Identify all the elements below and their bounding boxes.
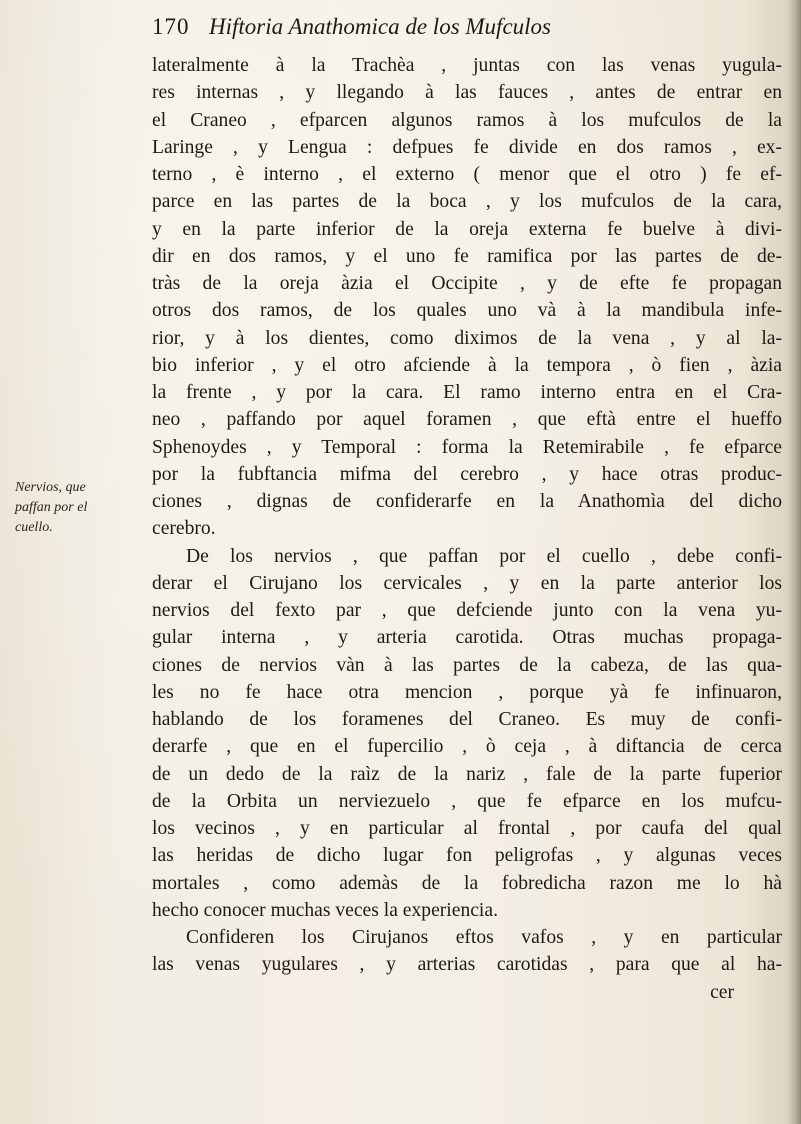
text-line: lateralmente à la Trachèa , juntas con las venas yugula- [152, 55, 782, 76]
text-line: terno , è interno , el externo ( menor que el otro ) fe ef- [152, 164, 782, 185]
text-line: tràs de la oreja àzia el Occipite , y de efte fe propagan [152, 273, 782, 294]
text-line: cerebro. [152, 518, 216, 540]
text-line: y en la parte inferior de la oreja externa fe buelve à divi- [152, 218, 782, 240]
page-number: 170 [152, 14, 190, 39]
text-line: De los nervios , que paffan por el cuello , debe confi- [186, 545, 782, 567]
text-line: los vecinos , y en particular al frontal , por caufa del qual [152, 818, 782, 839]
text-line: de la Orbita un nerviezuelo , que fe efparce en los mufcu- [152, 790, 782, 812]
text-line: Laringe , y Lengua : defpues fe divide en dos ramos , ex- [152, 136, 782, 158]
text-line: hablando de los foramenes del Craneo. Es muy de confi- [152, 709, 782, 730]
catchword: cer [710, 981, 734, 1003]
text-line: por la fubftancia mifma del cerebro , y hace otras produc- [152, 463, 782, 485]
body-text [152, 52, 782, 1006]
text-line: de un dedo de la raìz de la nariz , fale de la parte fuperior [152, 763, 782, 785]
text-line: parce en las partes de la boca , y los mufculos de la cara, [152, 191, 782, 213]
text-line: otros dos ramos, de los quales uno và à la mandibula infe- [152, 300, 782, 322]
text-line: derar el Cirujano los cervicales , y en la parte anterior los [152, 572, 782, 594]
text-line: Confideren los Cirujanos eftos vafos , y en particular [186, 927, 782, 948]
text-line: Sphenoydes , y Temporal : forma la Retemirabile , fe efparce [152, 436, 782, 458]
marginal-note-line: cuello. [15, 520, 53, 535]
text-line: hecho conocer muchas veces la experiencia. [152, 899, 498, 921]
page-edge-shadow [787, 0, 801, 1124]
running-title: Hiftoria Anathomica de los Mufculos [209, 14, 552, 39]
text-line: res internas , y llegando à las fauces , antes de entrar en [152, 82, 782, 104]
text-line: ciones , dignas de confiderarfe en la Anathomìa del dicho [152, 491, 782, 512]
page-header [152, 14, 772, 48]
text-line: ciones de nervios vàn à las partes de la cabeza, de las qua- [152, 654, 782, 676]
text-line: neo , paffando por aquel foramen , que eftà entre el hueffo [152, 409, 782, 431]
text-line: dir en dos ramos, y el uno fe ramifica por las partes de de- [152, 245, 782, 267]
text-line: bio inferior , y el otro afciende à la tempora , ò fien , àzia [152, 354, 782, 376]
text-line: rior, y à los dientes, como diximos de la vena , y al la- [152, 327, 782, 349]
marginal-note-line: Nervios, que [15, 480, 86, 495]
text-line: les no fe hace otra mencion , porque yà fe infinuaron, [152, 681, 782, 703]
text-line: nervios del fexto par , que defciende junto con la vena yu- [152, 600, 782, 621]
text-line: gular interna , y arteria carotida. Otras muchas propaga- [152, 627, 782, 649]
text-line: el Craneo , efparcen algunos ramos à los mufculos de la [152, 109, 782, 131]
text-line: las venas yugulares , y arterias carotidas , para que al ha- [152, 954, 782, 976]
text-line: mortales , como ademàs de la fobredicha razon me lo hà [152, 872, 782, 894]
marginal-note [15, 478, 133, 538]
text-line: derarfe , que en el fupercilio , ò ceja , à diftancia de cerca [152, 736, 782, 758]
text-line: la frente , y por la cara. El ramo interno entra en el Cra- [152, 382, 782, 403]
text-line: las heridas de dicho lugar fon peligrofas , y algunas veces [152, 845, 782, 867]
marginal-note-line: paffan por el [15, 500, 88, 515]
